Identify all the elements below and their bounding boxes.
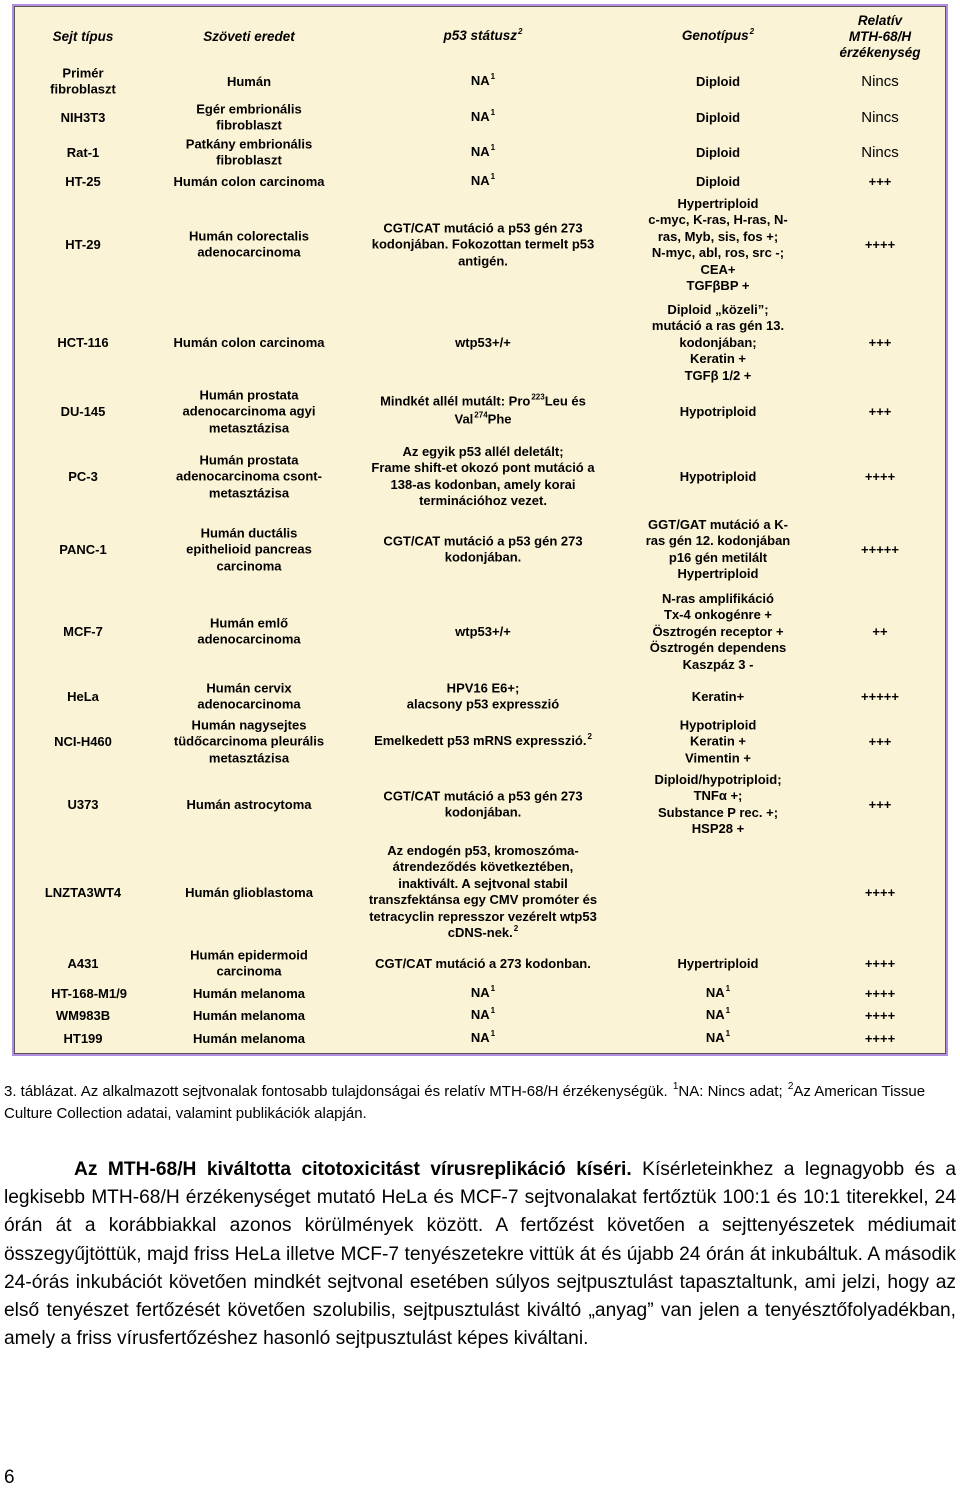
- row-ht25-sensitivity: +++: [868, 173, 892, 189]
- row-hct116-cell: HCT-116: [57, 334, 109, 350]
- row-ht199-tissue: Humán melanoma: [193, 1030, 305, 1046]
- row-rat1-cell: Rat-1: [66, 144, 100, 160]
- row-nci-tissue: Humán nagysejtes tüdőcarcinoma pleurális metasztázisa: [173, 717, 325, 766]
- row-ht168-tissue: Humán melanoma: [193, 985, 305, 1001]
- row-ht29-genotype: Hypertriploid c-myc, K-ras, H-ras, N- ras, Myb, sis, fos +; N-myc, abl, ros, src -; CEA+ TGFβBP +: [648, 195, 788, 293]
- row-u373-genotype: Diploid/hypotriploid; TNFα +; Substance P rec. +; HSP28 +: [654, 772, 782, 837]
- row-hela-tissue: Humán cervix adenocarcinoma: [197, 680, 301, 712]
- row-ht199-cell: HT199: [63, 1030, 103, 1046]
- row-nih3t3-cell: NIH3T3: [60, 109, 106, 125]
- row-mcf7-tissue: Humán emlő adenocarcinoma: [197, 615, 301, 647]
- row-hela-sensitivity: +++++: [861, 688, 899, 704]
- row-rat1-genotype: Diploid: [695, 144, 741, 160]
- row-primer-genotype: Diploid: [695, 73, 741, 89]
- row-ht29-cell: HT-29: [65, 236, 101, 252]
- row-u373-tissue: Humán astrocytoma: [186, 796, 312, 812]
- row-du145-p53: Mindkét allél mutált: Pro$^{223}$Leu és Val$^{274}$Phe: [380, 392, 586, 427]
- table-caption: 3. táblázat. Az alkalmazott sejtvonalak fontosabb tulajdonságai és relatív MTH-68/H érzékenységük. $^1$NA: Nincs adat; $^2$Az American Tissue Culture Collection adatai, valamint publikációk alapján.: [4, 1081, 926, 1122]
- row-primer-cell: Primér fibroblaszt: [50, 65, 116, 97]
- row-nci-sensitivity: +++: [868, 733, 892, 749]
- row-hela-genotype: Keratin+: [691, 688, 745, 704]
- row-lnz-tissue: Humán glioblastoma: [185, 884, 313, 900]
- row-mcf7-cell: MCF-7: [63, 623, 103, 639]
- row-ht25-p53: $NA^1$: [470, 171, 496, 188]
- row-primer-p53: $NA^1$: [470, 71, 496, 88]
- row-a431-p53: CGT/CAT mutáció a 273 kodonban.: [375, 955, 591, 971]
- row-ht29-p53: CGT/CAT mutáció a p53 gén 273 kodonjában. Fokozottan termelt p53 antigén.: [371, 220, 595, 269]
- paragraph-heading: Az MTH-68/H kiváltotta citotoxicitást vírusreplikáció kíséri.: [74, 1159, 632, 1180]
- paragraph-body: Kísérleteinkhez a legnagyobb és a legkisebb MTH-68/H érzékenységet mutató HeLa és MCF-7 sejtvonalakat fertőztük 100:1 és 10:1 titerekkel, 24 órán át a korábbiakkal azonos körülmények között. A fertőzést követően a sejttenyészetek médiumait összegyűjtöttük, majd friss HeLa illetve MCF-7 tenyészetekre vittük át és újabb 24 órán át inkubáltuk. A második 24-órás inkubációt követően mindkét sejtvonal esetében súlyos sejtpusztulást tapasztaltunk, ami jelzi, hogy az első tenyészet fertőzését követően szolubilis, sejtpusztulást kiváltó „anyag” van jelen a tenyésztőfolyadékban, amely a friss vírusfertőzéshez hasonló sejtpusztulást képes kiváltani.: [4, 1159, 957, 1350]
- row-wm983-genotype: $NA^1$: [705, 1005, 731, 1022]
- row-ht25-cell: HT-25: [65, 173, 101, 189]
- row-panc1-p53: CGT/CAT mutáció a p53 gén 273 kodonjában.: [383, 533, 583, 565]
- row-mcf7-sensitivity: ++: [872, 623, 888, 639]
- row-hct116-sensitivity: +++: [868, 334, 892, 350]
- row-wm983-tissue: Humán melanoma: [193, 1007, 305, 1023]
- row-panc1-tissue: Humán ductális epithelioid pancreas carcinoma: [186, 525, 312, 574]
- row-du145-sensitivity: +++: [868, 403, 892, 419]
- row-wm983-cell: WM983B: [55, 1007, 111, 1023]
- row-panc1-genotype: GGT/GAT mutáció a K- ras gén 12. kodonjában p16 gén metilált Hypertriploid: [645, 517, 791, 582]
- row-lnz-cell: LNZTA3WT4: [44, 884, 122, 900]
- row-ht25-tissue: Humán colon carcinoma: [173, 173, 325, 189]
- row-hct116-genotype: Diploid „közeli”; mutáció a ras gén 13. kodonjában; Keratin + TGFβ 1/2 +: [651, 301, 785, 383]
- row-u373-p53: CGT/CAT mutáció a p53 gén 273 kodonjában.: [383, 788, 583, 820]
- row-ht168-sensitivity: ++++: [864, 985, 896, 1001]
- row-ht25-genotype: Diploid: [695, 173, 741, 189]
- row-a431-cell: A431: [67, 955, 99, 971]
- row-u373-cell: U373: [67, 796, 99, 812]
- row-du145-cell: DU-145: [60, 403, 106, 419]
- row-nci-p53: Emelkedett p53 mRNS expresszió.$^2$: [374, 731, 592, 748]
- row-ht168-p53: $NA^1$: [470, 983, 496, 1000]
- body-paragraph: [4, 1156, 956, 1353]
- row-pc3-tissue: Humán prostata adenocarcinoma csont- metasztázisa: [176, 452, 322, 501]
- row-a431-sensitivity: ++++: [864, 955, 896, 971]
- header-tissue: Szöveti eredet: [203, 29, 295, 44]
- row-u373-sensitivity: +++: [868, 796, 892, 812]
- row-nih3t3-p53: $NA^1$: [470, 107, 496, 124]
- row-lnz-p53: Az endogén p53, kromoszóma- átrendeződés következtében, inaktivált. A sejtvonal stabil transzfektánsa egy CMV promóter és tetracyclin represszor vezérelt wtp53 cDNS-nek.$^2$: [368, 842, 598, 940]
- row-ht168-genotype: $NA^1$: [705, 983, 731, 1000]
- row-du145-tissue: Humán prostata adenocarcinoma agyi metasztázisa: [182, 387, 316, 436]
- row-primer-tissue: Humán: [226, 73, 272, 89]
- row-rat1-p53: $NA^1$: [470, 142, 496, 159]
- row-nih3t3-genotype: Diploid: [695, 109, 741, 125]
- row-wm983-sensitivity: ++++: [864, 1007, 896, 1023]
- row-du145-genotype: Hypotriploid: [679, 403, 757, 419]
- header-sensitivity: Relatív MTH-68/H érzékenység: [839, 13, 921, 60]
- row-pc3-cell: PC-3: [68, 468, 98, 484]
- row-lnz-sensitivity: ++++: [864, 884, 896, 900]
- row-rat1-tissue: Patkány embrionális fibroblaszt: [185, 136, 313, 168]
- row-ht199-p53: $NA^1$: [470, 1028, 496, 1045]
- row-nih3t3-sensitivity: Nincs: [861, 108, 899, 126]
- row-ht29-sensitivity: ++++: [864, 236, 896, 252]
- row-a431-genotype: Hypertriploid: [677, 955, 759, 971]
- header-genotype: Genotípus$^2$: [681, 27, 755, 43]
- row-mcf7-p53: wtp53+/+: [455, 623, 511, 639]
- row-a431-tissue: Humán epidermoid carcinoma: [190, 947, 308, 979]
- row-ht199-sensitivity: ++++: [864, 1030, 896, 1046]
- row-pc3-p53: Az egyik p53 allél deletált; Frame shift-et okozó pont mutáció a 138-as kodonban, amely korai terminációhoz vezet.: [371, 444, 595, 509]
- row-hela-p53: HPV16 E6+; alacsony p53 expresszió: [406, 680, 560, 712]
- row-nci-genotype: Hypotriploid Keratin + Vimentin +: [679, 717, 757, 766]
- row-hela-cell: HeLa: [67, 688, 99, 704]
- page-number: 6: [4, 1467, 15, 1488]
- row-pc3-sensitivity: ++++: [864, 468, 896, 484]
- row-hct116-tissue: Humán colon carcinoma: [173, 334, 325, 350]
- row-mcf7-genotype: N-ras amplifikáció Tx-4 onkogénre + Ösztrogén receptor + Ösztrogén dependens Kaszpáz 3 -: [649, 590, 787, 672]
- row-ht199-genotype: $NA^1$: [705, 1028, 731, 1045]
- header-cell-type: Sejt típus: [52, 29, 114, 44]
- row-panc1-sensitivity: +++++: [861, 541, 899, 557]
- row-pc3-genotype: Hypotriploid: [679, 468, 757, 484]
- row-wm983-p53: $NA^1$: [470, 1005, 496, 1022]
- row-nci-cell: NCI-H460: [54, 733, 112, 749]
- row-rat1-sensitivity: Nincs: [861, 143, 899, 161]
- row-panc1-cell: PANC-1: [59, 541, 107, 557]
- row-ht168-cell: HT-168-M1/9: [51, 985, 127, 1001]
- row-hct116-p53: wtp53+/+: [455, 334, 511, 350]
- row-nih3t3-tissue: Egér embrionális fibroblaszt: [196, 101, 302, 133]
- header-p53: p53 státusz$^2$: [443, 27, 523, 43]
- row-ht29-tissue: Humán colorectalis adenocarcinoma: [189, 228, 309, 260]
- row-primer-sensitivity: Nincs: [861, 72, 899, 90]
